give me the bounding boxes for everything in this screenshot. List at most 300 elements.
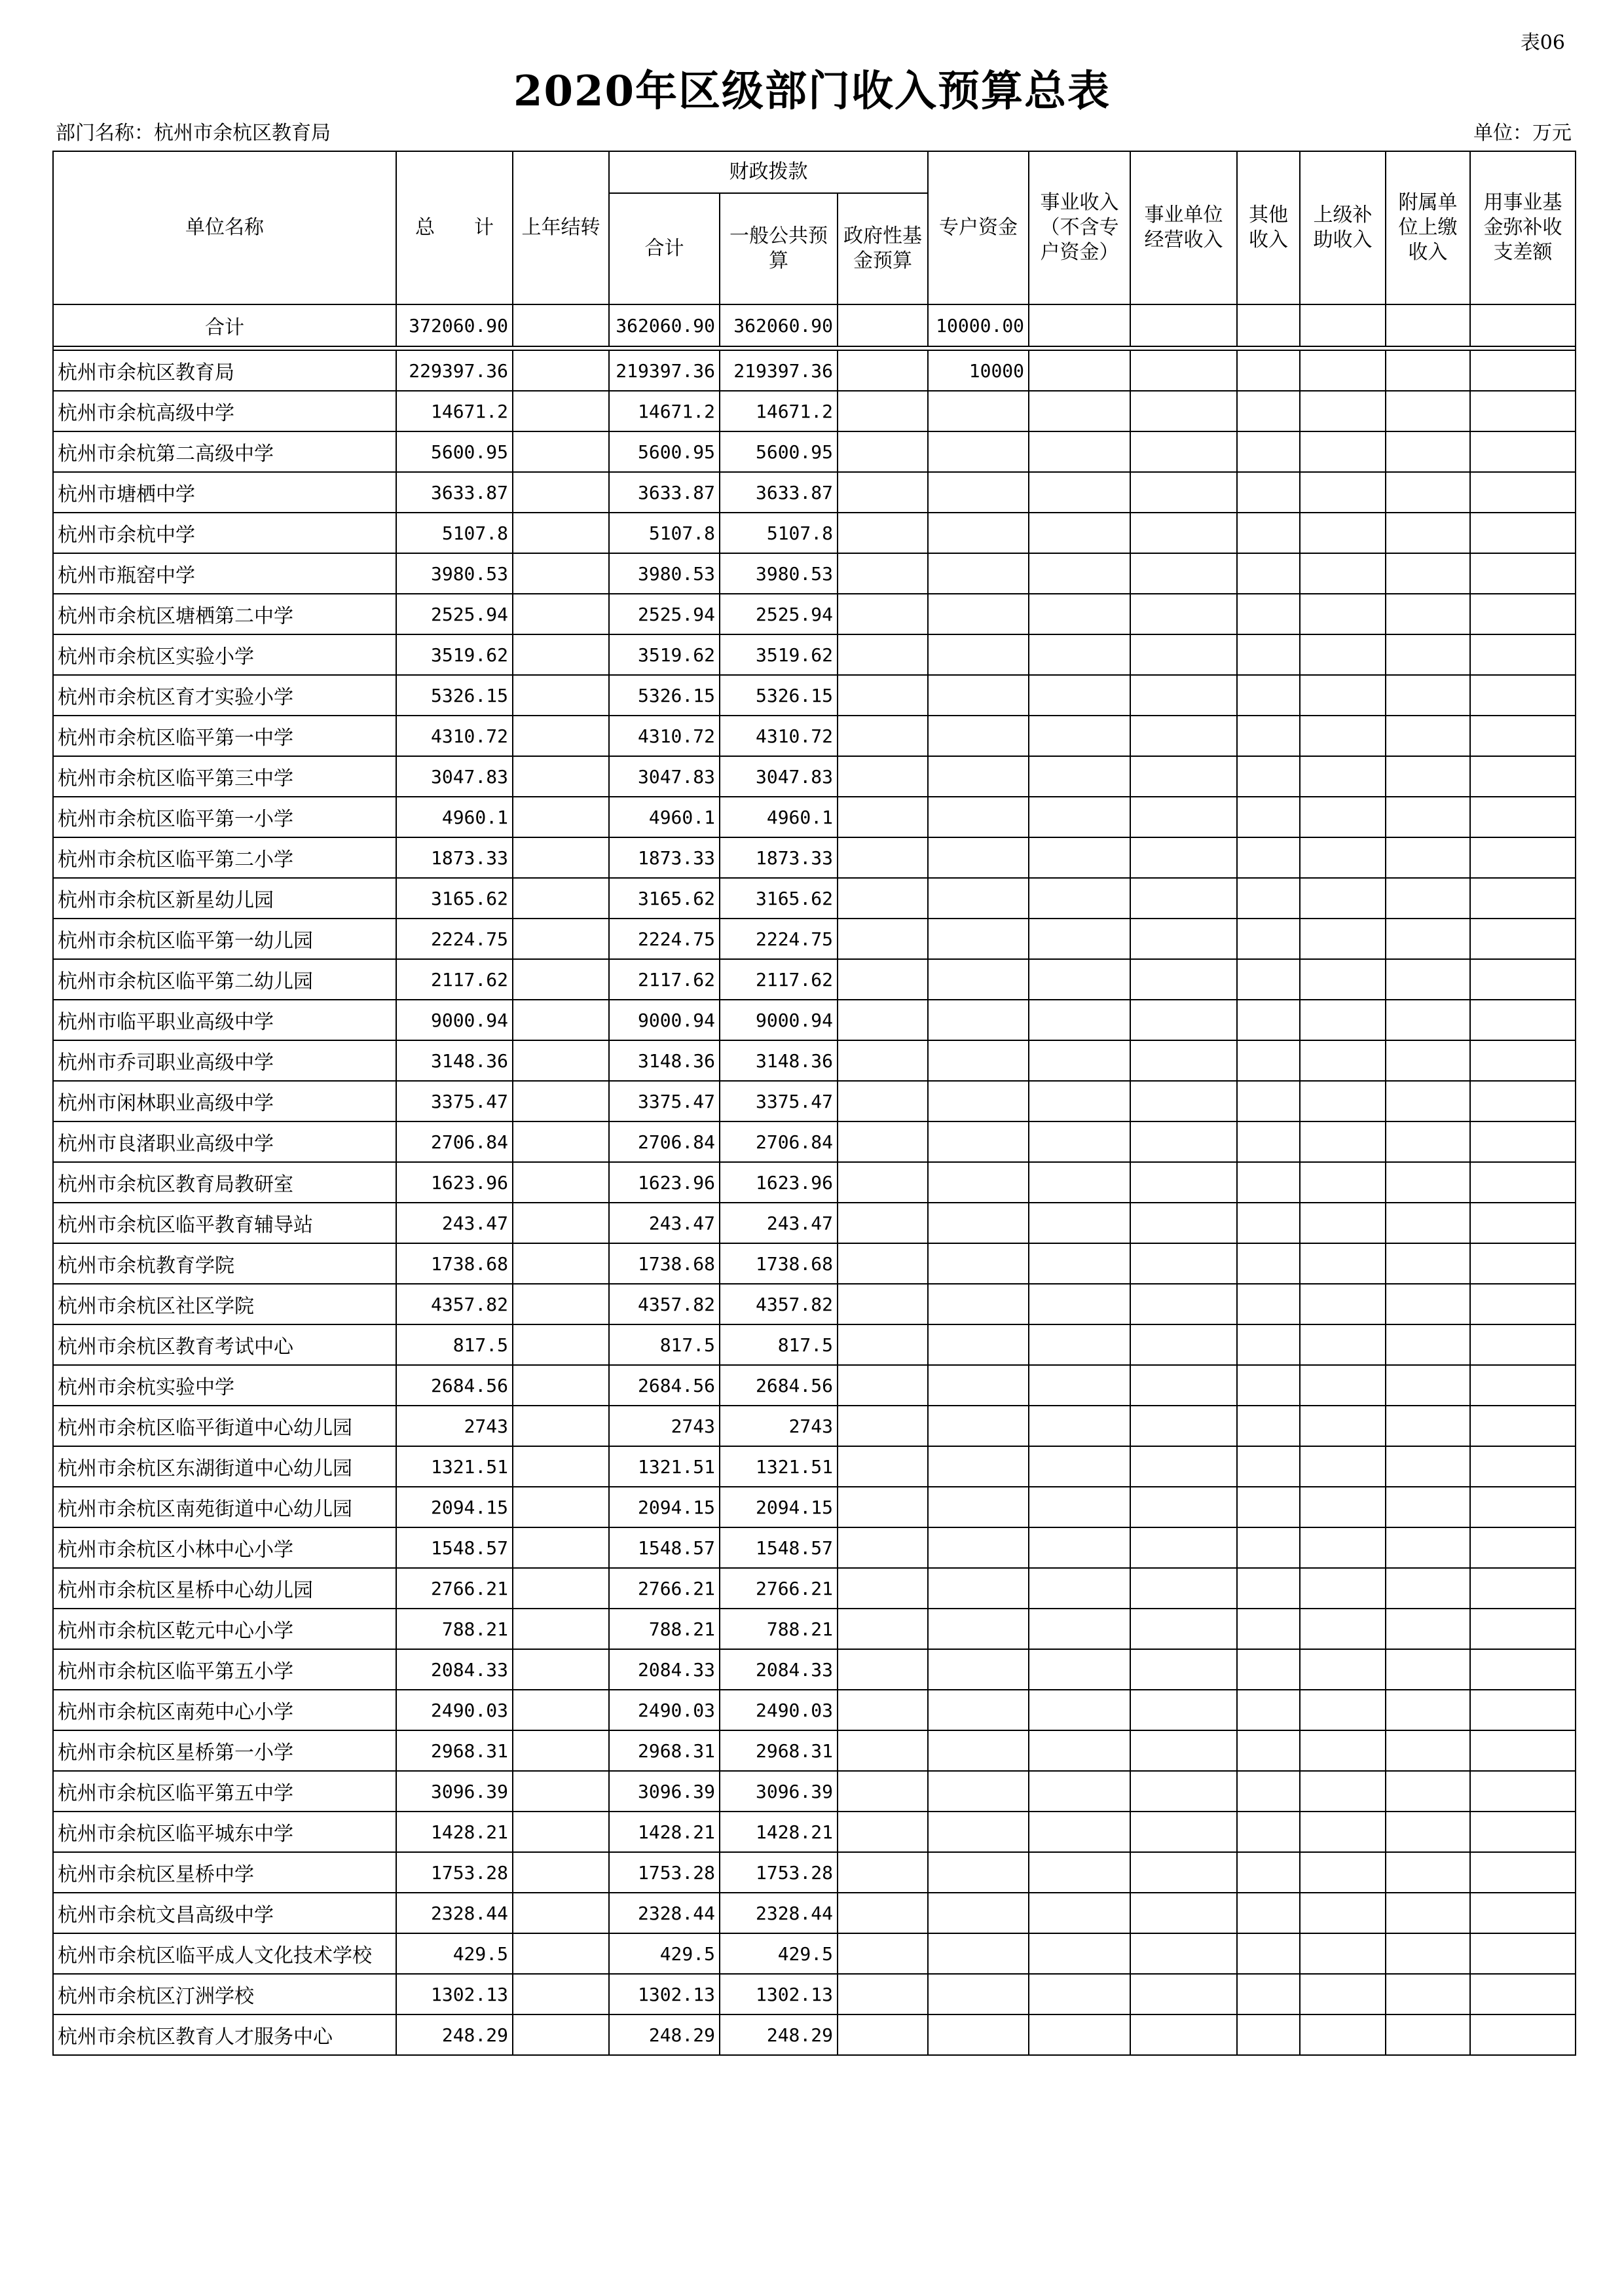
cell-affiliated-income: [1386, 1649, 1470, 1690]
cell-affiliated-income: [1386, 431, 1470, 472]
cell-superior-subsidy: [1300, 919, 1386, 959]
cell-gov-fund: [838, 1446, 928, 1487]
cell-operating-income: [1130, 431, 1237, 472]
table-row: [53, 878, 1576, 919]
cell-special-fund: [928, 675, 1029, 716]
cell-carryover: [513, 594, 609, 634]
cell-business-income: [1029, 1812, 1130, 1852]
table-row: [53, 1121, 1576, 1162]
cell-fiscal-sum: 2490.03: [609, 1690, 720, 1730]
cell-special-fund: [928, 1000, 1029, 1040]
cell-special-fund: [928, 837, 1029, 878]
cell-fiscal-sum: 9000.94: [609, 1000, 720, 1040]
cell-operating-income: [1130, 1649, 1237, 1690]
cell-fund-balance: [1470, 837, 1576, 878]
table-code: 表06: [1520, 31, 1565, 54]
cell-general-budget: 219397.36: [720, 350, 838, 391]
cell-gov-fund: [838, 1974, 928, 2014]
cell-other-income: [1237, 594, 1300, 634]
cell-fiscal-sum: 2766.21: [609, 1568, 720, 1609]
cell-business-income: [1029, 1365, 1130, 1406]
cell-gov-fund: [838, 1771, 928, 1812]
cell-operating-income: [1130, 553, 1237, 594]
cell-affiliated-income: [1386, 1690, 1470, 1730]
cell-gov-fund: [838, 878, 928, 919]
cell-operating-income: [1130, 1771, 1237, 1812]
cell-special-fund: [928, 1203, 1029, 1243]
cell-operating-income: [1130, 1893, 1237, 1933]
cell-fiscal-sum: 2525.94: [609, 594, 720, 634]
cell-unit-name: 杭州市余杭区临平教育辅导站: [53, 1203, 396, 1243]
cell-carryover: [513, 1284, 609, 1324]
cell-operating-income: [1130, 1121, 1237, 1162]
cell-total: 3047.83: [396, 756, 513, 797]
cell-other-income: [1237, 1324, 1300, 1365]
cell-total: 5107.8: [396, 513, 513, 553]
cell-general-budget: 788.21: [720, 1609, 838, 1649]
cell-gov-fund: [838, 919, 928, 959]
table-row: [53, 716, 1576, 756]
cell-unit-name: 杭州市余杭区临平成人文化技术学校: [53, 1933, 396, 1974]
col-operating-income: 事业单位经营收入: [1130, 151, 1237, 304]
cell-unit-name: 杭州市塘栖中学: [53, 472, 396, 513]
cell-unit-name: 杭州市余杭区临平第一中学: [53, 716, 396, 756]
cell-unit-name: 杭州市余杭教育学院: [53, 1243, 396, 1284]
cell-fund-balance: [1470, 1203, 1576, 1243]
cell-affiliated-income: [1386, 553, 1470, 594]
cell-business-income: [1029, 513, 1130, 553]
cell-carryover: [513, 1812, 609, 1852]
total-row-carryover: [513, 304, 609, 346]
cell-carryover: [513, 472, 609, 513]
col-special-fund: 专户资金: [928, 151, 1029, 304]
cell-operating-income: [1130, 1487, 1237, 1527]
cell-operating-income: [1130, 1406, 1237, 1446]
cell-special-fund: [928, 1852, 1029, 1893]
total-row-other-income: [1237, 304, 1300, 346]
table-row: [53, 1974, 1576, 2014]
cell-special-fund: [928, 959, 1029, 1000]
cell-carryover: [513, 675, 609, 716]
cell-operating-income: [1130, 1040, 1237, 1081]
cell-other-income: [1237, 431, 1300, 472]
cell-operating-income: [1130, 472, 1237, 513]
cell-other-income: [1237, 1771, 1300, 1812]
cell-affiliated-income: [1386, 1527, 1470, 1568]
cell-business-income: [1029, 1690, 1130, 1730]
cell-fiscal-sum: 219397.36: [609, 350, 720, 391]
cell-gov-fund: [838, 1121, 928, 1162]
cell-special-fund: [928, 1040, 1029, 1081]
cell-fund-balance: [1470, 594, 1576, 634]
cell-general-budget: 4357.82: [720, 1284, 838, 1324]
cell-operating-income: [1130, 2014, 1237, 2055]
cell-operating-income: [1130, 1081, 1237, 1121]
cell-other-income: [1237, 919, 1300, 959]
cell-business-income: [1029, 1121, 1130, 1162]
cell-superior-subsidy: [1300, 1771, 1386, 1812]
table-row: [53, 837, 1576, 878]
cell-fund-balance: [1470, 1000, 1576, 1040]
cell-gov-fund: [838, 1000, 928, 1040]
table-row: [53, 594, 1576, 634]
total-row-label: 合计: [53, 304, 396, 346]
cell-total: 1753.28: [396, 1852, 513, 1893]
cell-operating-income: [1130, 1852, 1237, 1893]
department-label: 部门名称：杭州市余杭区教育局: [56, 122, 331, 145]
cell-affiliated-income: [1386, 1040, 1470, 1081]
cell-superior-subsidy: [1300, 756, 1386, 797]
cell-gov-fund: [838, 1081, 928, 1121]
cell-operating-income: [1130, 1162, 1237, 1203]
cell-carryover: [513, 1649, 609, 1690]
cell-superior-subsidy: [1300, 431, 1386, 472]
cell-total: 2328.44: [396, 1893, 513, 1933]
table-row: [53, 391, 1576, 431]
cell-affiliated-income: [1386, 1487, 1470, 1527]
cell-total: 2490.03: [396, 1690, 513, 1730]
cell-gov-fund: [838, 675, 928, 716]
cell-operating-income: [1130, 1527, 1237, 1568]
table-row: [53, 1487, 1576, 1527]
cell-total: 3096.39: [396, 1771, 513, 1812]
cell-fiscal-sum: 2117.62: [609, 959, 720, 1000]
cell-carryover: [513, 1852, 609, 1893]
cell-operating-income: [1130, 391, 1237, 431]
col-business-income: 事业收入（不含专户资金）: [1029, 151, 1130, 304]
cell-other-income: [1237, 350, 1300, 391]
cell-unit-name: 杭州市余杭区塘栖第二中学: [53, 594, 396, 634]
table-row: [53, 756, 1576, 797]
cell-operating-income: [1130, 350, 1237, 391]
cell-fund-balance: [1470, 1243, 1576, 1284]
cell-special-fund: [928, 1568, 1029, 1609]
cell-affiliated-income: [1386, 1771, 1470, 1812]
table-row: [53, 553, 1576, 594]
cell-business-income: [1029, 1649, 1130, 1690]
cell-superior-subsidy: [1300, 1365, 1386, 1406]
total-row-fund-balance: [1470, 304, 1576, 346]
cell-unit-name: 杭州市余杭文昌高级中学: [53, 1893, 396, 1933]
total-row-total: 372060.90: [396, 304, 513, 346]
cell-carryover: [513, 1568, 609, 1609]
cell-business-income: [1029, 472, 1130, 513]
cell-gov-fund: [838, 716, 928, 756]
cell-unit-name: 杭州市余杭区临平城东中学: [53, 1812, 396, 1852]
cell-special-fund: [928, 1609, 1029, 1649]
cell-other-income: [1237, 1365, 1300, 1406]
table-row: [53, 431, 1576, 472]
cell-affiliated-income: [1386, 1730, 1470, 1771]
cell-total: 2743: [396, 1406, 513, 1446]
cell-gov-fund: [838, 1812, 928, 1852]
cell-fund-balance: [1470, 1771, 1576, 1812]
cell-carryover: [513, 391, 609, 431]
cell-unit-name: 杭州市余杭实验中学: [53, 1365, 396, 1406]
cell-superior-subsidy: [1300, 1446, 1386, 1487]
cell-general-budget: 2968.31: [720, 1730, 838, 1771]
cell-other-income: [1237, 1527, 1300, 1568]
table-row: [53, 1365, 1576, 1406]
cell-superior-subsidy: [1300, 1487, 1386, 1527]
table-row: [53, 1162, 1576, 1203]
cell-fiscal-sum: 14671.2: [609, 391, 720, 431]
cell-special-fund: [928, 1324, 1029, 1365]
cell-other-income: [1237, 1284, 1300, 1324]
cell-affiliated-income: [1386, 1243, 1470, 1284]
col-fiscal: 财政拨款: [609, 151, 928, 193]
cell-superior-subsidy: [1300, 553, 1386, 594]
cell-fiscal-sum: 4357.82: [609, 1284, 720, 1324]
cell-affiliated-income: [1386, 1933, 1470, 1974]
cell-operating-income: [1130, 1203, 1237, 1243]
cell-superior-subsidy: [1300, 1690, 1386, 1730]
cell-fiscal-sum: 4960.1: [609, 797, 720, 837]
cell-total: 9000.94: [396, 1000, 513, 1040]
cell-other-income: [1237, 716, 1300, 756]
cell-carryover: [513, 350, 609, 391]
cell-affiliated-income: [1386, 959, 1470, 1000]
cell-fiscal-sum: 3633.87: [609, 472, 720, 513]
cell-other-income: [1237, 1081, 1300, 1121]
cell-other-income: [1237, 513, 1300, 553]
cell-business-income: [1029, 1852, 1130, 1893]
cell-operating-income: [1130, 513, 1237, 553]
cell-fiscal-sum: 3980.53: [609, 553, 720, 594]
cell-fiscal-sum: 2084.33: [609, 1649, 720, 1690]
cell-gov-fund: [838, 553, 928, 594]
cell-carryover: [513, 1203, 609, 1243]
cell-fund-balance: [1470, 756, 1576, 797]
cell-superior-subsidy: [1300, 1974, 1386, 2014]
cell-total: 1548.57: [396, 1527, 513, 1568]
cell-carryover: [513, 1730, 609, 1771]
cell-general-budget: 1321.51: [720, 1446, 838, 1487]
cell-unit-name: 杭州市闲林职业高级中学: [53, 1081, 396, 1121]
cell-special-fund: [928, 1487, 1029, 1527]
table-row: [53, 1446, 1576, 1487]
cell-gov-fund: [838, 1284, 928, 1324]
cell-fund-balance: [1470, 716, 1576, 756]
cell-special-fund: [928, 919, 1029, 959]
cell-fiscal-sum: 2328.44: [609, 1893, 720, 1933]
cell-business-income: [1029, 1771, 1130, 1812]
cell-fiscal-sum: 788.21: [609, 1609, 720, 1649]
cell-affiliated-income: [1386, 1852, 1470, 1893]
cell-special-fund: [928, 472, 1029, 513]
cell-general-budget: 2094.15: [720, 1487, 838, 1527]
cell-special-fund: [928, 553, 1029, 594]
cell-superior-subsidy: [1300, 1609, 1386, 1649]
cell-special-fund: [928, 431, 1029, 472]
cell-fund-balance: [1470, 675, 1576, 716]
table-row: [53, 472, 1576, 513]
cell-operating-income: [1130, 594, 1237, 634]
cell-other-income: [1237, 1000, 1300, 1040]
cell-operating-income: [1130, 1812, 1237, 1852]
cell-other-income: [1237, 756, 1300, 797]
cell-superior-subsidy: [1300, 1324, 1386, 1365]
cell-unit-name: 杭州市瓶窑中学: [53, 553, 396, 594]
cell-unit-name: 杭州市余杭区南苑街道中心幼儿园: [53, 1487, 396, 1527]
cell-general-budget: 1738.68: [720, 1243, 838, 1284]
cell-gov-fund: [838, 391, 928, 431]
cell-carryover: [513, 878, 609, 919]
cell-operating-income: [1130, 634, 1237, 675]
cell-operating-income: [1130, 1243, 1237, 1284]
cell-fiscal-sum: 1623.96: [609, 1162, 720, 1203]
cell-operating-income: [1130, 1609, 1237, 1649]
cell-operating-income: [1130, 878, 1237, 919]
cell-total: 1738.68: [396, 1243, 513, 1284]
cell-special-fund: [928, 1121, 1029, 1162]
page-title: 2020年区级部门收入预算总表: [513, 67, 1111, 116]
cell-total: 2117.62: [396, 959, 513, 1000]
cell-operating-income: [1130, 1284, 1237, 1324]
cell-fund-balance: [1470, 878, 1576, 919]
cell-operating-income: [1130, 797, 1237, 837]
cell-general-budget: 4960.1: [720, 797, 838, 837]
cell-general-budget: 2084.33: [720, 1649, 838, 1690]
table-row: [53, 797, 1576, 837]
cell-total: 1873.33: [396, 837, 513, 878]
cell-fiscal-sum: 3047.83: [609, 756, 720, 797]
cell-unit-name: 杭州市余杭区星桥中心幼儿园: [53, 1568, 396, 1609]
cell-other-income: [1237, 837, 1300, 878]
cell-other-income: [1237, 1568, 1300, 1609]
cell-affiliated-income: [1386, 1568, 1470, 1609]
cell-unit-name: 杭州市余杭区乾元中心小学: [53, 1609, 396, 1649]
cell-general-budget: 2328.44: [720, 1893, 838, 1933]
cell-business-income: [1029, 391, 1130, 431]
cell-fund-balance: [1470, 1121, 1576, 1162]
cell-general-budget: 5326.15: [720, 675, 838, 716]
cell-total: 3148.36: [396, 1040, 513, 1081]
cell-business-income: [1029, 1893, 1130, 1933]
cell-total: 229397.36: [396, 350, 513, 391]
cell-other-income: [1237, 2014, 1300, 2055]
cell-special-fund: [928, 1243, 1029, 1284]
cell-operating-income: [1130, 1730, 1237, 1771]
cell-carryover: [513, 756, 609, 797]
cell-unit-name: 杭州市余杭区教育人才服务中心: [53, 2014, 396, 2055]
cell-carryover: [513, 431, 609, 472]
cell-total: 2766.21: [396, 1568, 513, 1609]
cell-general-budget: 1623.96: [720, 1162, 838, 1203]
cell-general-budget: 4310.72: [720, 716, 838, 756]
cell-general-budget: 3375.47: [720, 1081, 838, 1121]
cell-total: 2684.56: [396, 1365, 513, 1406]
cell-gov-fund: [838, 1365, 928, 1406]
cell-business-income: [1029, 919, 1130, 959]
cell-operating-income: [1130, 1690, 1237, 1730]
cell-carryover: [513, 1000, 609, 1040]
table-row: [53, 1000, 1576, 1040]
cell-affiliated-income: [1386, 634, 1470, 675]
cell-fiscal-sum: 5600.95: [609, 431, 720, 472]
cell-other-income: [1237, 634, 1300, 675]
cell-affiliated-income: [1386, 1893, 1470, 1933]
cell-fund-balance: [1470, 1974, 1576, 2014]
cell-fund-balance: [1470, 1081, 1576, 1121]
table-row: [53, 1933, 1576, 1974]
cell-business-income: [1029, 756, 1130, 797]
cell-special-fund: [928, 1974, 1029, 2014]
cell-fiscal-sum: 248.29: [609, 2014, 720, 2055]
cell-unit-name: 杭州市良渚职业高级中学: [53, 1121, 396, 1162]
cell-gov-fund: [838, 1487, 928, 1527]
cell-carryover: [513, 1487, 609, 1527]
cell-total: 4960.1: [396, 797, 513, 837]
cell-other-income: [1237, 1487, 1300, 1527]
cell-unit-name: 杭州市余杭区临平第一幼儿园: [53, 919, 396, 959]
cell-carryover: [513, 1121, 609, 1162]
total-row-superior-subsidy: [1300, 304, 1386, 346]
table-row: [53, 350, 1576, 391]
cell-fiscal-sum: 1873.33: [609, 837, 720, 878]
cell-general-budget: 1753.28: [720, 1852, 838, 1893]
cell-special-fund: [928, 1730, 1029, 1771]
cell-total: 3375.47: [396, 1081, 513, 1121]
cell-special-fund: [928, 1527, 1029, 1568]
cell-fund-balance: [1470, 1527, 1576, 1568]
cell-unit-name: 杭州市余杭区临平第二小学: [53, 837, 396, 878]
cell-operating-income: [1130, 1365, 1237, 1406]
cell-fund-balance: [1470, 1324, 1576, 1365]
cell-general-budget: 5107.8: [720, 513, 838, 553]
cell-gov-fund: [838, 431, 928, 472]
cell-fiscal-sum: 2094.15: [609, 1487, 720, 1527]
cell-business-income: [1029, 797, 1130, 837]
cell-unit-name: 杭州市余杭区临平第一小学: [53, 797, 396, 837]
col-unit-name: 单位名称: [53, 151, 396, 304]
cell-special-fund: [928, 1081, 1029, 1121]
cell-other-income: [1237, 1162, 1300, 1203]
cell-fiscal-sum: 3165.62: [609, 878, 720, 919]
cell-business-income: [1029, 1284, 1130, 1324]
cell-other-income: [1237, 1974, 1300, 2014]
cell-superior-subsidy: [1300, 1649, 1386, 1690]
col-gov-fund: 政府性基金预算: [838, 193, 928, 304]
table-row: [53, 1609, 1576, 1649]
cell-other-income: [1237, 1730, 1300, 1771]
table-row: [53, 1852, 1576, 1893]
cell-affiliated-income: [1386, 919, 1470, 959]
cell-fund-balance: [1470, 1609, 1576, 1649]
cell-unit-name: 杭州市临平职业高级中学: [53, 1000, 396, 1040]
cell-other-income: [1237, 1406, 1300, 1446]
col-carryover: 上年结转: [513, 151, 609, 304]
cell-affiliated-income: [1386, 1081, 1470, 1121]
cell-fund-balance: [1470, 1040, 1576, 1081]
cell-superior-subsidy: [1300, 1933, 1386, 1974]
cell-other-income: [1237, 1243, 1300, 1284]
cell-gov-fund: [838, 1893, 928, 1933]
cell-affiliated-income: [1386, 675, 1470, 716]
cell-unit-name: 杭州市余杭区实验小学: [53, 634, 396, 675]
cell-carryover: [513, 1527, 609, 1568]
cell-special-fund: [928, 1812, 1029, 1852]
cell-special-fund: [928, 634, 1029, 675]
cell-affiliated-income: [1386, 1203, 1470, 1243]
cell-fund-balance: [1470, 1690, 1576, 1730]
cell-total: 3980.53: [396, 553, 513, 594]
cell-superior-subsidy: [1300, 1527, 1386, 1568]
cell-superior-subsidy: [1300, 391, 1386, 431]
cell-gov-fund: [838, 837, 928, 878]
cell-business-income: [1029, 1040, 1130, 1081]
cell-general-budget: 817.5: [720, 1324, 838, 1365]
